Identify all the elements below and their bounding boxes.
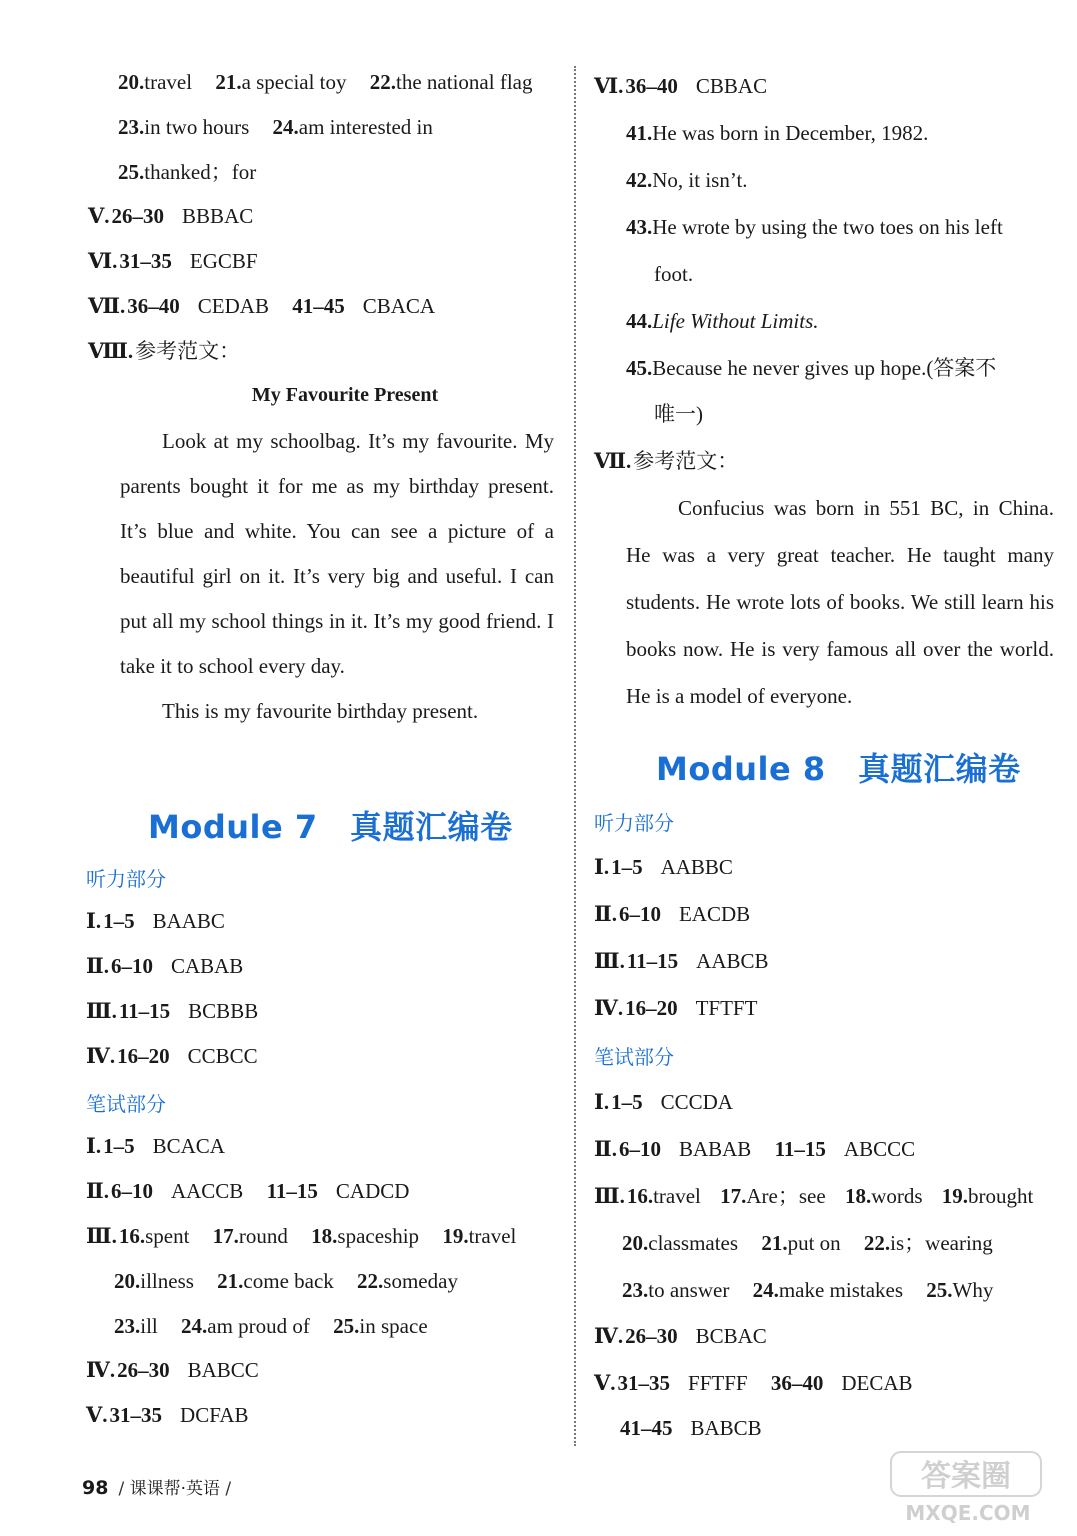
answer-43-continued: foot. [654,262,694,286]
writing-i-answers [594,1088,733,1116]
item-number: 17. [720,1184,747,1208]
item-answer: Life Without Limits. [652,309,819,333]
answer-key: EGCBF [189,249,258,273]
item-number: 18. [844,1184,872,1208]
answer-key: AABBC [660,855,733,879]
item-answer: round [238,1224,288,1248]
writing-iii-line1 [594,1182,1033,1210]
item-range: 31–35 [109,1403,163,1427]
section-label: Ⅲ. [594,949,625,973]
item-number: 25. [926,1278,953,1302]
writing-iv-answers [86,1356,259,1384]
section-label: Ⅵ. [594,74,624,98]
writing-iii-line2 [622,1229,993,1257]
item-number: 21. [761,1231,788,1255]
item-range: 31–35 [119,249,172,273]
writing-ii-answers [86,1177,409,1205]
item-range: 6–10 [110,954,153,978]
writing-iii-line3 [114,1312,428,1340]
item-answer: to answer [648,1278,730,1302]
answer-key: CEDAB [197,294,269,318]
item-range: 6–10 [618,1137,661,1161]
answer-key: DECAB [841,1371,913,1395]
item-number: 24. [272,115,299,139]
answer-key: CADCD [335,1179,410,1203]
item-number: 20. [622,1231,649,1255]
item-number: 25. [333,1314,360,1338]
item-range: 36–40 [625,74,678,98]
item-range: 26–30 [117,1358,170,1382]
item-answer: Because he never gives up hope.(答案不 [652,356,997,380]
item-number: 24. [181,1314,208,1338]
module-7-title: Module 7 真题汇编卷 [148,808,513,846]
writing-heading: 笔试部分 [86,1092,166,1116]
answer-key: AACCB [170,1179,244,1203]
item-range: 16–20 [625,996,678,1020]
item-number: 20. [118,70,145,94]
item-answer: classmates [648,1231,739,1255]
answer-key: BCBBB [188,999,259,1023]
listening-i-answers [86,907,225,935]
answer-key: BABCC [187,1358,259,1382]
column-divider [574,66,576,1446]
item-answer: spaceship [337,1224,420,1248]
item-range: 11–15 [774,1137,826,1161]
section-label: Ⅷ. [88,339,134,363]
item-number: 22. [369,70,397,94]
section-label: Ⅲ. [86,999,117,1023]
item-answer: words [871,1184,923,1208]
section-label: Ⅳ. [86,1358,116,1382]
writing-v-answers [86,1401,249,1429]
page-number: 98 [82,1477,109,1499]
item-answer: is；wearing [890,1231,993,1255]
item-number: 44. [626,309,653,333]
section-label: Ⅱ. [86,954,109,978]
item-number: 45. [626,356,653,380]
writing-heading: 笔试部分 [594,1045,674,1069]
writing-iii-line3 [622,1276,993,1304]
item-number: 25. [118,160,145,184]
item-number: 19. [442,1224,469,1248]
section-label: Ⅱ. [594,902,617,926]
item-range: 11–15 [266,1179,318,1203]
answer-key: TFTFT [695,996,758,1020]
item-number: 16. [626,1184,654,1208]
item-number: 22. [863,1231,891,1255]
item-answer: He wrote by using the two toes on his left [652,215,1003,239]
item-range: 11–15 [118,999,171,1023]
item-range: 6–10 [618,902,661,926]
section-label: Ⅳ. [594,996,624,1020]
sample-essay [120,419,554,734]
answer-key: EACDB [678,902,751,926]
item-number: 24. [752,1278,779,1302]
section-label: Ⅳ. [86,1044,116,1068]
item-answer: put on [787,1231,841,1255]
answer-key: CCBCC [187,1044,258,1068]
item-range: 26–30 [111,204,165,228]
item-number: 17. [212,1224,239,1248]
item-answer: in two hours [144,115,250,139]
item-answer: He was born in December, 1982. [652,121,929,145]
item-number: 23. [114,1314,141,1338]
answer-key: BCBAC [695,1324,767,1348]
answer-key: CBBAC [695,74,768,98]
section-label: Ⅰ. [86,1134,102,1158]
writing-iii-line1 [86,1222,516,1250]
item-number: 23. [622,1278,649,1302]
writing-v-answers [594,1369,913,1397]
essay-paragraph: Look at my schoolbag. It’s my favourite. My parents bought it for me as my birthday present. It’s blue and white. You can see a picture of a beautiful girl on it. It’s very big and useful. I can put all my school things in it. It’s my good friend. I take it to school every day. [120,429,554,678]
item-answer: am interested in [298,115,433,139]
section-label: Ⅴ. [88,204,110,228]
book-title: 课课帮·英语 [129,1479,220,1499]
item-answer: travel [468,1224,517,1248]
answer-43 [626,213,1003,241]
writing-v-answers-continued [620,1414,762,1442]
item-range: 1–5 [103,1134,135,1158]
svg-text:答案圈: 答案圈 [921,1459,1011,1494]
module-8-title: Module 8 真题汇编卷 [656,750,1021,788]
answer-key: BBBAC [182,204,254,228]
writing-ii-answers [594,1135,915,1163]
item-range: 1–5 [103,909,135,933]
sample-essay-label: 参考范文： [135,339,241,363]
item-number: 42. [626,168,653,192]
answer-key: BABAB [678,1137,752,1161]
item-answer: illness [140,1269,194,1293]
answer-key: ABCCC [843,1137,916,1161]
item-range: 16–20 [117,1044,170,1068]
item-range: 36–40 [770,1371,824,1395]
item-answer: ill [140,1314,158,1338]
listening-i-answers [594,853,733,881]
item-number: 41. [626,121,653,145]
item-answer: travel [653,1184,701,1208]
item-number: 18. [311,1224,338,1248]
section-label: Ⅳ. [594,1324,624,1348]
item-number: 21. [217,1269,244,1293]
item-number: 20. [114,1269,141,1293]
listening-iii-answers [86,997,258,1025]
answer-key: AABCB [696,949,769,973]
section-label: Ⅰ. [594,1090,610,1114]
section-v-answers [88,202,253,230]
item-answer: a special toy [241,70,347,94]
item-answer: brought [968,1184,1034,1208]
item-answer: someday [383,1269,458,1293]
answer-41 [626,119,928,147]
answer-key: CCCDA [660,1090,733,1114]
item-range: 26–30 [625,1324,678,1348]
item-answer: come back [243,1269,334,1293]
svg-text:MXQE.COM: MXQE.COM [905,1501,1031,1525]
section-label: Ⅲ. [86,1224,117,1248]
essay-paragraph: Confucius was born in 551 BC, in China. He was a very great teacher. He taught many students. He wrote lots of books. We still learn his books now. He is very famous all over the world. He is a model of everyone. [626,496,1054,708]
listening-heading: 听力部分 [86,867,166,891]
answer-45 [626,354,996,382]
answer-42 [626,166,748,194]
item-number: 43. [626,215,653,239]
item-number: 22. [357,1269,384,1293]
writing-iii-line2 [114,1267,458,1295]
section-label: Ⅱ. [86,1179,109,1203]
writing-i-answers [86,1132,225,1160]
item-answer: travel [144,70,193,94]
section-label: Ⅶ. [88,294,126,318]
item-answer: am proud of [207,1314,310,1338]
item-number: 23. [118,115,145,139]
item-answer: thanked；for [144,160,257,184]
section-vii-heading [594,447,738,475]
section-viii-heading [88,337,240,365]
item-answer: the national flag [396,70,533,94]
answer-key: FFTFF [688,1371,748,1395]
answer-line-23-24 [118,113,433,141]
item-answer: No, it isn’t. [652,168,748,192]
listening-ii-answers [86,952,243,980]
listening-iv-answers [86,1042,258,1070]
item-answer: make mistakes [778,1278,904,1302]
section-label: Ⅰ. [594,855,610,879]
answer-key: CBACA [362,294,436,318]
section-vi-answers [88,247,258,275]
section-label: Ⅴ. [86,1403,108,1427]
answer-line-20-22 [118,68,532,96]
item-range: 11–15 [626,949,679,973]
section-vi-answers [594,72,767,100]
section-label: Ⅴ. [594,1371,616,1395]
answer-key: BCACA [152,1134,225,1158]
item-answer: in space [359,1314,428,1338]
section-label: Ⅵ. [88,249,118,273]
answer-44 [626,307,819,335]
answer-key: DCFAB [180,1403,249,1427]
answer-key: BABCB [690,1416,762,1440]
answer-key: BAABC [152,909,225,933]
item-number: 16. [118,1224,146,1248]
section-label: Ⅰ. [86,909,102,933]
section-label: Ⅲ. [594,1184,625,1208]
item-range: 1–5 [611,1090,643,1114]
item-number: 19. [941,1184,969,1208]
item-range: 36–40 [127,294,180,318]
sample-essay-label: 参考范文： [633,449,739,473]
answer-key: CABAB [170,954,244,978]
item-answer: spent [145,1224,190,1248]
item-range: 1–5 [611,855,643,879]
item-range: 41–45 [620,1416,673,1440]
item-range: 6–10 [110,1179,153,1203]
section-label: Ⅶ. [594,449,632,473]
page-footer: 98 / 课课帮·英语 / [82,1477,232,1499]
item-answer: Are；see [746,1184,826,1208]
listening-iv-answers [594,994,757,1022]
item-range: 41–45 [292,294,345,318]
listening-ii-answers [594,900,750,928]
section-vii-answers [88,292,435,320]
writing-iv-answers [594,1322,767,1350]
listening-iii-answers [594,947,769,975]
answer-line-25 [118,158,256,186]
watermark-logo-icon [883,1450,1053,1526]
listening-heading: 听力部分 [594,811,674,835]
essay-paragraph: This is my favourite birthday present. [162,699,479,723]
essay-title: My Favourite Present [251,384,439,406]
item-answer: Why [952,1278,994,1302]
item-range: 31–35 [617,1371,671,1395]
answer-45-continued: 唯一) [654,402,703,426]
section-label: Ⅱ. [594,1137,617,1161]
sample-essay [626,485,1054,720]
item-number: 21. [215,70,242,94]
